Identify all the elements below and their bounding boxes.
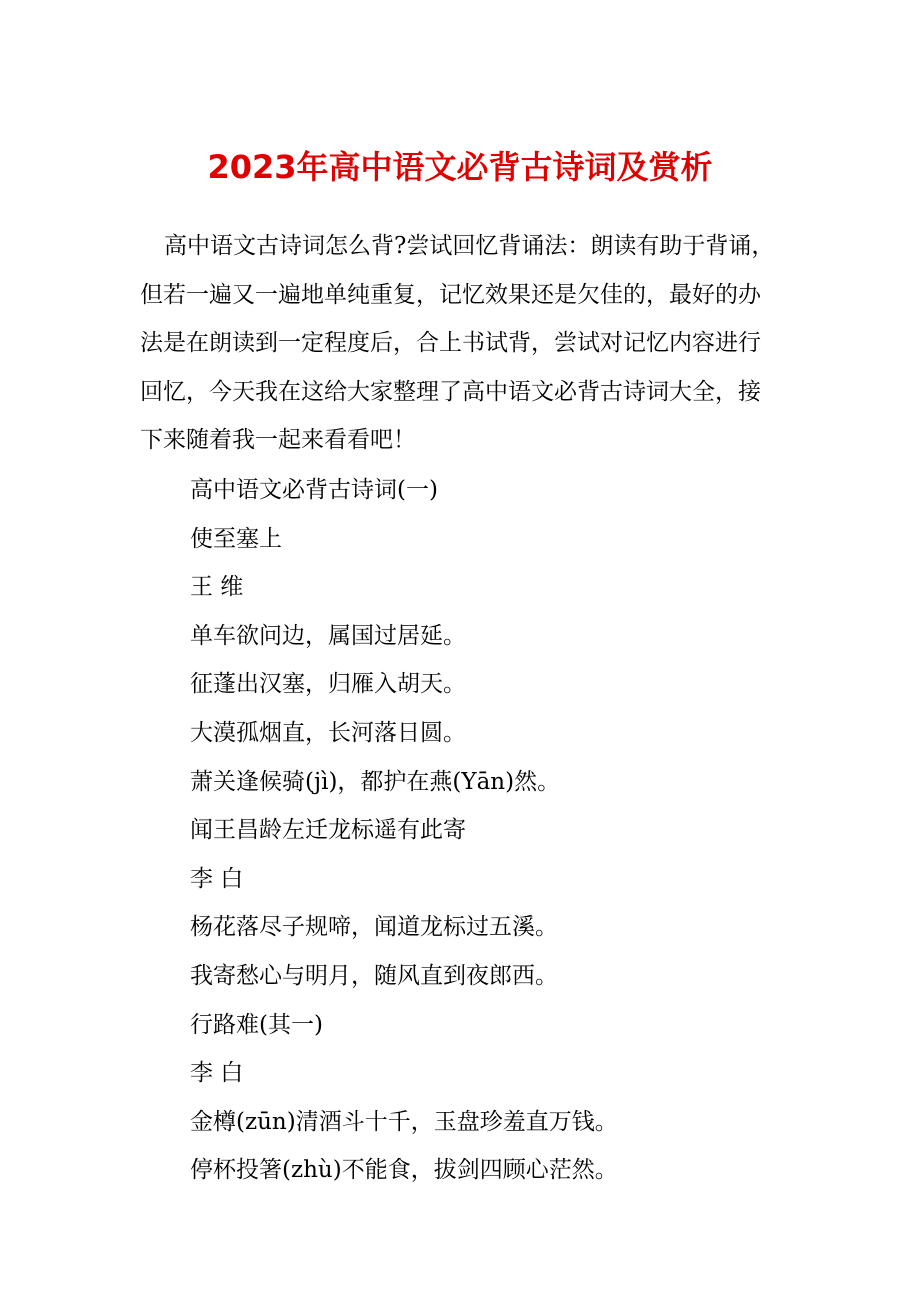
poem-line: 我寄愁心与明月，随风直到夜郎西。 (190, 962, 558, 989)
document-title: 2023年高中语文必背古诗词及赏析 (207, 148, 713, 186)
poem-line: 停杯投箸(zhù)不能食，拔剑四顾心茫然。 (190, 1157, 618, 1184)
poem-line: 大漠孤烟直，长河落日圆。 (190, 719, 466, 746)
poem-author: 李 白 (190, 1060, 244, 1087)
poem-lines (190, 466, 790, 1195)
poem-author: 王 维 (190, 574, 244, 601)
poem-author: 李 白 (190, 865, 244, 892)
poem-title: 行路难(其一) (190, 1011, 323, 1038)
poem-line: 萧关逢候骑(jì)，都护在燕(Yān)然。 (190, 768, 561, 795)
intro-paragraph: 高中语文古诗词怎么背?尝试回忆背诵法：朗读有助于背诵，但若一遍又一遍地单纯重复，记忆效果还是欠佳的，最好的办法是在朗读到一定程度后，合上书试背，尝试对记忆内容进行回忆，今天我在这给大家整理了高中语文必背古诗词大全，接下来随着我一起来看看吧！ (140, 233, 775, 454)
poem-title: 使至塞上 (190, 525, 282, 552)
poem-line: 金樽(zūn)清酒斗十千，玉盘珍羞直万钱。 (190, 1108, 618, 1135)
poem-line: 单车欲问边，属国过居延。 (190, 622, 466, 649)
poem-title: 闻王昌龄左迁龙标遥有此寄 (190, 817, 466, 844)
section-heading: 高中语文必背古诗词(一) (190, 477, 438, 503)
poem-line: 杨花落尽子规啼，闻道龙标过五溪。 (190, 914, 558, 941)
poem-line: 征蓬出汉塞，归雁入胡天。 (190, 671, 466, 698)
